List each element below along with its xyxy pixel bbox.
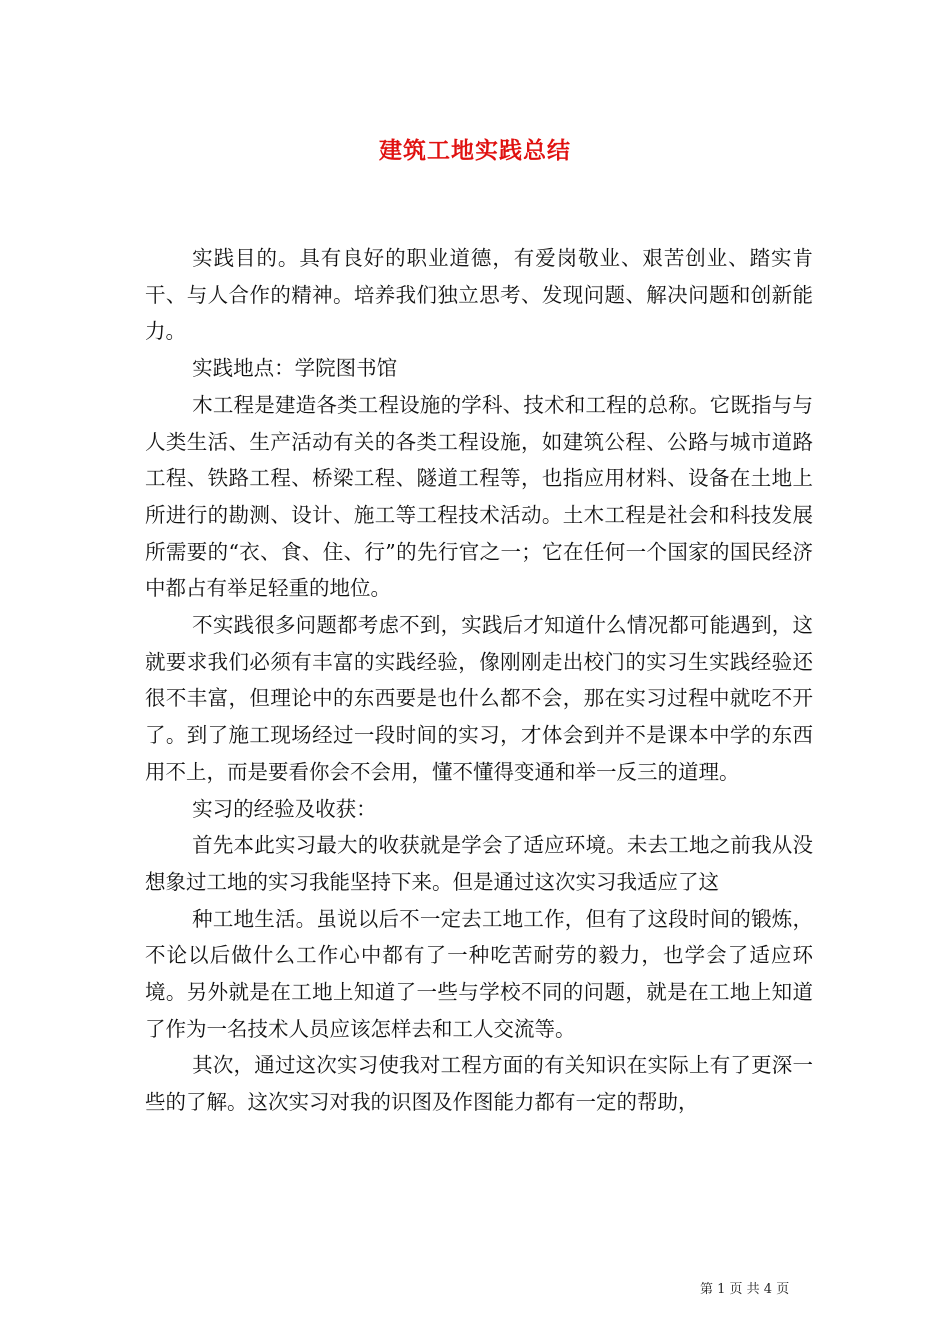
paragraph-practice-importance: 不实践很多问题都考虑不到，实践后才知道什么情况都可能遇到，这就要求我们必须有丰富的实践经验，像刚刚走出校门的实习生实践经验还很不丰富，但理论中的东西要是也什么都不会，那在实习过程中就吃不开了。到了施工现场经过一段时间的实习，才体会到并不是课本中学的东西用不上，而是要看你会不会用，懂不懂得变通和举一反三的道理。 [145, 613, 813, 784]
paragraph-purpose: 实践目的。具有良好的职业道德，有爱岗敬业、艰苦创业、踏实肯干、与人合作的精神。培养我们独立思考、发现问题、解决问题和创新能力。 [145, 246, 813, 344]
paragraph-civil-engineering: 木工程是建造各类工程设施的学科、技术和工程的总称。它既指与与人类生活、生产活动有关的各类工程设施，如建筑公程、公路与城市道路工程、铁路工程、桥梁工程、隧道工程等，也指应用材料、设备在土地上所进行的勘测、设计、施工等工程技术活动。土木工程是社会和科技发展所需要的“衣、食、住、行”的先行官之一；它在任何一个国家的国民经济中都占有举足轻重的地位。 [145, 392, 813, 601]
document-title: 建筑工地实践总结 [379, 137, 571, 164]
paragraph-site-life: 种工地生活。虽说以后不一定去工地工作，但有了这段时间的锻炼，不论以后做什么工作心中都有了一种吃苦耐劳的毅力，也学会了适应环境。另外就是在工地上知道了一些与学校不同的问题，就是在工地上知道了作为一名技术人员应该怎样去和工人交流等。 [145, 906, 813, 1041]
document-body [145, 238, 813, 1121]
paragraph-experience-heading: 实习的经验及收获： [192, 796, 377, 821]
paragraph-location: 实践地点：学院图书馆 [192, 356, 398, 381]
paragraph-adapt-environment: 首先本此实习最大的收获就是学会了适应环境。未去工地之前我从没想象过工地的实习我能坚持下来。但是通过这次实习我适应了这 [145, 833, 813, 894]
page-number-footer: 第 1 页 共 4 页 [700, 1282, 790, 1297]
paragraph-knowledge: 其次，通过这次实习使我对工程方面的有关知识在实际上有了更深一些的了解。这次实习对我的识图及作图能力都有一定的帮助， [145, 1053, 813, 1115]
